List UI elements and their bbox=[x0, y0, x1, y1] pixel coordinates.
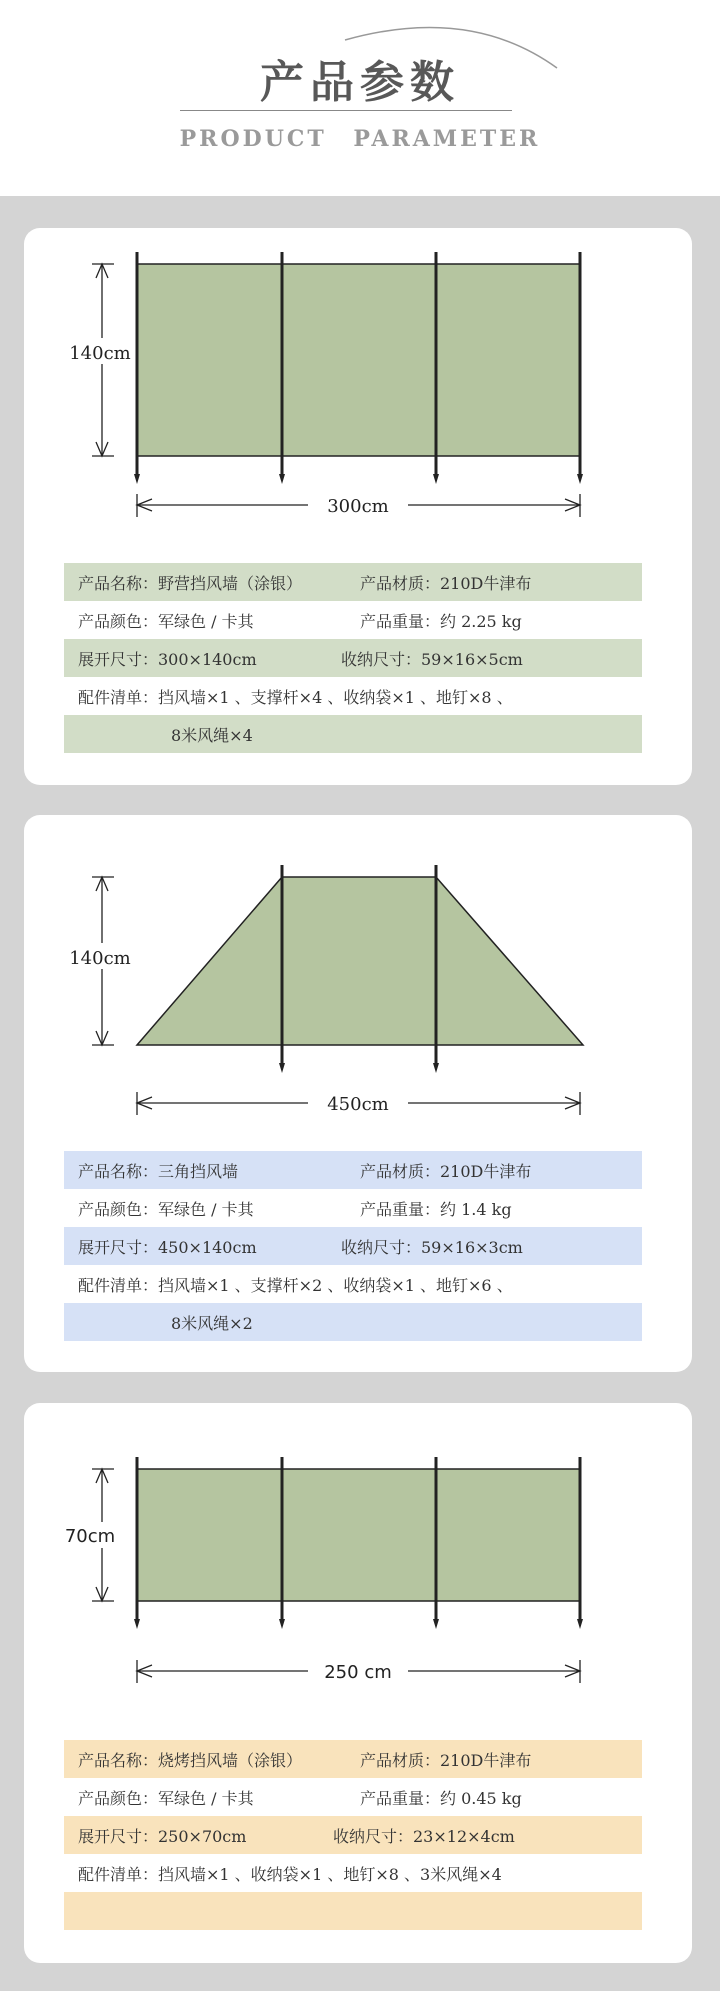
title-divider bbox=[180, 110, 512, 111]
spec-weight: 产品重量：约 0.45 kg bbox=[360, 1788, 522, 1808]
spec-material: 产品材质：210D牛津布 bbox=[360, 573, 532, 593]
spec-open-size: 展开尺寸：300×140cm bbox=[78, 649, 257, 669]
spec-name: 产品名称：烧烤挡风墙（涂银） bbox=[78, 1750, 303, 1770]
height-label: 140cm bbox=[69, 948, 131, 969]
spec-row bbox=[64, 1740, 642, 1778]
height-label: 70cm bbox=[64, 1526, 116, 1547]
spec-accessories-cont: 8米风绳×2 bbox=[171, 1313, 253, 1333]
spec-row bbox=[64, 1778, 642, 1816]
spec-packed-size: 收纳尺寸：59×16×3cm bbox=[341, 1237, 523, 1257]
width-label: 450cm bbox=[327, 1094, 389, 1115]
product-card-bbq bbox=[24, 1403, 692, 1963]
spec-accessories-cont: 8米风绳×4 bbox=[171, 725, 253, 745]
width-label: 250 cm bbox=[324, 1662, 392, 1683]
spec-row bbox=[64, 677, 642, 715]
spec-table bbox=[64, 1740, 642, 1930]
page-title: 产品参数 bbox=[260, 57, 460, 108]
spec-accessories: 配件清单：挡风墙×1 、支撑杆×2 、收纳袋×1 、地钉×6 、 bbox=[78, 1275, 513, 1295]
panel-fabric bbox=[137, 1469, 580, 1601]
page-subtitle: PRODUCT PARAMETER bbox=[179, 126, 541, 152]
spec-table bbox=[64, 1151, 642, 1341]
spec-open-size: 展开尺寸：250×70cm bbox=[78, 1826, 247, 1846]
spec-row bbox=[64, 1303, 642, 1341]
spec-row bbox=[64, 1151, 642, 1189]
spec-row bbox=[64, 1854, 642, 1892]
spec-packed-size: 收纳尺寸：59×16×5cm bbox=[341, 649, 523, 669]
spec-name: 产品名称：野营挡风墙（涂银） bbox=[78, 573, 303, 593]
width-label: 300cm bbox=[327, 496, 389, 517]
spec-row bbox=[64, 1265, 642, 1303]
spec-row bbox=[64, 639, 642, 677]
spec-color: 产品颜色：军绿色 / 卡其 bbox=[78, 611, 254, 631]
panel-fabric bbox=[137, 877, 583, 1045]
spec-row bbox=[64, 1189, 642, 1227]
spec-weight: 产品重量：约 1.4 kg bbox=[360, 1199, 512, 1219]
spec-row bbox=[64, 601, 642, 639]
spec-packed-size: 收纳尺寸：23×12×4cm bbox=[333, 1826, 515, 1846]
product-card-camping bbox=[24, 228, 692, 785]
spec-row bbox=[64, 1892, 642, 1930]
height-label: 140cm bbox=[69, 343, 131, 364]
spec-open-size: 展开尺寸：450×140cm bbox=[78, 1237, 257, 1257]
spec-row bbox=[64, 563, 642, 601]
spec-material: 产品材质：210D牛津布 bbox=[360, 1161, 532, 1181]
spec-accessories: 配件清单：挡风墙×1 、收纳袋×1 、地钉×8 、3米风绳×4 bbox=[78, 1864, 502, 1884]
product-card-triangle bbox=[24, 815, 692, 1372]
spec-color: 产品颜色：军绿色 / 卡其 bbox=[78, 1788, 254, 1808]
spec-accessories: 配件清单：挡风墙×1 、支撑杆×4 、收纳袋×1 、地钉×8 、 bbox=[78, 687, 513, 707]
spec-color: 产品颜色：军绿色 / 卡其 bbox=[78, 1199, 254, 1219]
spec-weight: 产品重量：约 2.25 kg bbox=[360, 611, 522, 631]
spec-material: 产品材质：210D牛津布 bbox=[360, 1750, 532, 1770]
spec-table bbox=[64, 563, 642, 753]
spec-row bbox=[64, 1816, 642, 1854]
spec-row bbox=[64, 1227, 642, 1265]
spec-name: 产品名称：三角挡风墙 bbox=[78, 1161, 239, 1181]
page-header bbox=[0, 0, 720, 196]
spec-row bbox=[64, 715, 642, 753]
panel-fabric bbox=[137, 264, 580, 456]
